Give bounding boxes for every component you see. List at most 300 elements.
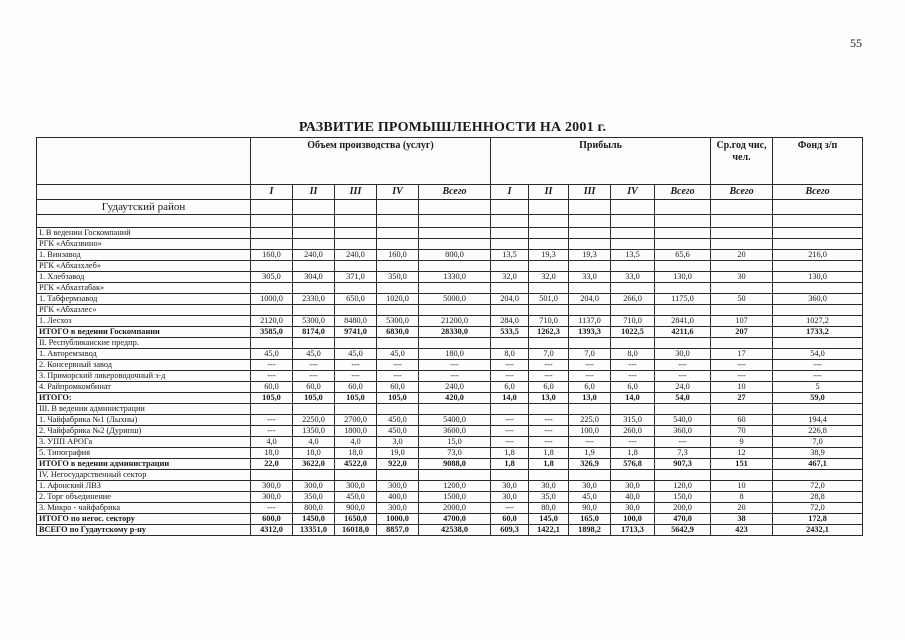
table-cell: --- [711, 360, 773, 371]
table-cell: 130,0 [655, 272, 711, 283]
table-row [37, 250, 863, 261]
table-cell: 30,0 [611, 481, 655, 492]
table-cell [655, 470, 711, 481]
table-cell: 7,0 [773, 437, 863, 448]
table-cell: 300,0 [377, 503, 419, 514]
table-cell [377, 261, 419, 272]
table-cell: 3585,0 [251, 327, 293, 338]
table-cell: 1,9 [569, 448, 611, 459]
table-cell [335, 228, 377, 239]
table-cell [611, 338, 655, 349]
table-cell [611, 470, 655, 481]
table-cell: 326,9 [569, 459, 611, 470]
header-total: Всего [655, 185, 711, 200]
table-cell [611, 261, 655, 272]
table-cell: 533,5 [491, 327, 529, 338]
table-cell: 172,8 [773, 514, 863, 525]
table-cell: --- [491, 503, 529, 514]
table-cell: 423 [711, 525, 773, 536]
table-cell: 1020,0 [377, 294, 419, 305]
table-cell: 72,0 [773, 481, 863, 492]
table-cell [773, 338, 863, 349]
table-cell [251, 305, 293, 316]
table-cell: 24,0 [655, 382, 711, 393]
table-cell: 8480,0 [335, 316, 377, 327]
table-cell: 32,0 [529, 272, 569, 283]
table-cell [491, 305, 529, 316]
table-cell: 10 [711, 382, 773, 393]
table-cell [529, 261, 569, 272]
table-cell: 266,0 [611, 294, 655, 305]
table-cell [529, 338, 569, 349]
table-cell: 40,0 [611, 492, 655, 503]
table-cell [529, 404, 569, 415]
section-row [37, 239, 863, 250]
table-cell: 105,0 [293, 393, 335, 404]
total-row [37, 393, 863, 404]
table-cell: --- [377, 360, 419, 371]
table-cell [293, 470, 335, 481]
row-label: 2. Торг объединение [37, 492, 251, 503]
table-cell: 5400,0 [419, 415, 491, 426]
table-cell [773, 404, 863, 415]
table-cell [711, 305, 773, 316]
row-label: III. В ведении администрации [37, 404, 251, 415]
table-cell [419, 283, 491, 294]
table-cell [611, 404, 655, 415]
row-label: ИТОГО в ведении администрации [37, 459, 251, 470]
header-quarter: II [293, 185, 335, 200]
table-cell: 18,0 [293, 448, 335, 459]
table-cell: --- [529, 360, 569, 371]
table-cell: --- [251, 360, 293, 371]
table-cell: 800,0 [419, 250, 491, 261]
table-cell [711, 338, 773, 349]
table-cell [611, 228, 655, 239]
table-cell: 60,0 [491, 514, 529, 525]
table-cell: 8 [711, 492, 773, 503]
table-cell: 1,8 [529, 459, 569, 470]
header-quarter: IV [377, 185, 419, 200]
industry-report-table [36, 137, 863, 536]
section-row [37, 305, 863, 316]
table-cell [251, 404, 293, 415]
table-cell: 1,8 [611, 448, 655, 459]
header-total: Всего [419, 185, 491, 200]
district-row [37, 200, 863, 215]
table-cell: 17 [711, 349, 773, 360]
row-label: 1. Хлебзавод [37, 272, 251, 283]
table-cell: 2330,0 [293, 294, 335, 305]
section-row [37, 470, 863, 481]
table-cell: --- [251, 503, 293, 514]
table-cell: 1330,0 [419, 272, 491, 283]
table-cell: 305,0 [251, 272, 293, 283]
table-row [37, 437, 863, 448]
table-cell: 90,0 [569, 503, 611, 514]
table-cell: 60,0 [251, 382, 293, 393]
table-cell: 38 [711, 514, 773, 525]
row-label: РГК «Абхазлес» [37, 305, 251, 316]
table-cell [655, 338, 711, 349]
table-cell [293, 283, 335, 294]
table-cell: 33,0 [569, 272, 611, 283]
table-cell [419, 338, 491, 349]
table-cell: 60 [711, 415, 773, 426]
table-cell: 300,0 [335, 481, 377, 492]
table-cell: 30,0 [611, 503, 655, 514]
table-cell: 216,0 [773, 250, 863, 261]
table-cell: 27 [711, 393, 773, 404]
table-cell: --- [611, 360, 655, 371]
table-cell: 30,0 [655, 349, 711, 360]
table-cell: --- [569, 437, 611, 448]
table-cell [377, 470, 419, 481]
row-label: 5. Типография [37, 448, 251, 459]
table-cell: 300,0 [251, 492, 293, 503]
table-header-quarters [37, 185, 863, 200]
table-cell: 1137,0 [569, 316, 611, 327]
table-cell [491, 470, 529, 481]
table-cell: 194,4 [773, 415, 863, 426]
header-payroll: Фонд з/п [773, 138, 863, 185]
table-row [37, 426, 863, 437]
table-cell: --- [711, 371, 773, 382]
table-cell: 6830,0 [377, 327, 419, 338]
table-cell [251, 338, 293, 349]
row-label: 3. Микро - чайфабрика [37, 503, 251, 514]
table-cell: --- [529, 415, 569, 426]
table-cell [293, 261, 335, 272]
table-cell: 20 [711, 503, 773, 514]
row-label: ВСЕГО по Гудаутскому р-ну [37, 525, 251, 536]
section-row [37, 283, 863, 294]
row-label: 2. Консервный завод [37, 360, 251, 371]
row-label: ИТОГО в ведении Госкомпании [37, 327, 251, 338]
table-cell [419, 305, 491, 316]
table-cell: 100,0 [611, 514, 655, 525]
table-cell: 922,0 [377, 459, 419, 470]
header-quarter: IV [611, 185, 655, 200]
table-cell: 150,0 [655, 492, 711, 503]
table-cell: 72,0 [773, 503, 863, 514]
table-cell [293, 239, 335, 250]
table-cell [251, 228, 293, 239]
header-quarter: I [491, 185, 529, 200]
table-cell: 30 [711, 272, 773, 283]
table-cell [773, 261, 863, 272]
table-cell [335, 404, 377, 415]
table-cell: 2120,0 [251, 316, 293, 327]
table-cell: 14,0 [491, 393, 529, 404]
row-label: I. В ведении Госкомпаний [37, 228, 251, 239]
table-cell: 5300,0 [293, 316, 335, 327]
table-cell: 450,0 [335, 492, 377, 503]
table-cell: 160,0 [377, 250, 419, 261]
table-cell [377, 283, 419, 294]
row-label: 2. Чайфабрика №2 (Дурипш) [37, 426, 251, 437]
row-label: РГК «Абхазвино» [37, 239, 251, 250]
table-cell: 45,0 [335, 349, 377, 360]
header-quarter: III [335, 185, 377, 200]
table-cell [655, 305, 711, 316]
table-cell: 609,3 [491, 525, 529, 536]
table-cell: 3,0 [377, 437, 419, 448]
table-header-groups [37, 138, 863, 185]
header-quarter: III [569, 185, 611, 200]
row-label: II. Республиканские предпр. [37, 338, 251, 349]
table-cell: 4522,0 [335, 459, 377, 470]
table-cell [293, 305, 335, 316]
table-cell: 165,0 [569, 514, 611, 525]
table-cell: 3622,0 [293, 459, 335, 470]
table-cell: 470,0 [655, 514, 711, 525]
table-cell [377, 404, 419, 415]
page-number: 55 [850, 36, 862, 50]
row-label: 1. Лесхоз [37, 316, 251, 327]
row-label: 4. Райпромкомбинат [37, 382, 251, 393]
table-row [37, 448, 863, 459]
table-cell [335, 261, 377, 272]
table-cell: 8857,0 [377, 525, 419, 536]
table-cell: 1422,1 [529, 525, 569, 536]
table-cell: --- [491, 437, 529, 448]
table-cell [419, 470, 491, 481]
table-cell: 260,0 [611, 426, 655, 437]
table-cell: 7,0 [529, 349, 569, 360]
table-cell: 300,0 [293, 481, 335, 492]
table-cell: 2432,1 [773, 525, 863, 536]
table-cell [491, 404, 529, 415]
table-cell: --- [773, 371, 863, 382]
table-cell: 1800,0 [335, 426, 377, 437]
section-row [37, 338, 863, 349]
table-cell: 28,8 [773, 492, 863, 503]
table-cell: 33,0 [611, 272, 655, 283]
table-cell [655, 283, 711, 294]
row-label: 1. Табфермзавод [37, 294, 251, 305]
table-cell: --- [569, 371, 611, 382]
header-headcount: Ср.год чис, чел. [711, 138, 773, 185]
table-cell: 6,0 [491, 382, 529, 393]
table-cell [711, 470, 773, 481]
table-cell: 5300,0 [377, 316, 419, 327]
header-total: Всего [711, 185, 773, 200]
row-label: 1. Авторемзавод [37, 349, 251, 360]
table-cell: 80,0 [529, 503, 569, 514]
table-cell: 60,0 [335, 382, 377, 393]
table-cell: 7,0 [569, 349, 611, 360]
table-cell: --- [293, 360, 335, 371]
table-cell: 4,0 [251, 437, 293, 448]
table-cell: 710,0 [529, 316, 569, 327]
table-cell [655, 239, 711, 250]
table-cell [377, 305, 419, 316]
table-cell: --- [251, 371, 293, 382]
row-label: ИТОГО по негос. сектору [37, 514, 251, 525]
table-cell: 315,0 [611, 415, 655, 426]
table-cell: 1027,2 [773, 316, 863, 327]
header-quarter: II [529, 185, 569, 200]
table-row [37, 492, 863, 503]
row-label: 1. Винзавод [37, 250, 251, 261]
table-cell: 450,0 [377, 426, 419, 437]
table-cell: --- [611, 371, 655, 382]
table-cell: 6,0 [611, 382, 655, 393]
table-cell: 16018,0 [335, 525, 377, 536]
table-cell [377, 228, 419, 239]
table-row [37, 481, 863, 492]
table-cell [335, 338, 377, 349]
table-cell: --- [655, 437, 711, 448]
table-cell: 3600,0 [419, 426, 491, 437]
table-cell [611, 283, 655, 294]
table-cell [293, 228, 335, 239]
table-cell: 5 [773, 382, 863, 393]
table-cell [377, 338, 419, 349]
table-cell: --- [251, 426, 293, 437]
table-cell: 360,0 [773, 294, 863, 305]
table-cell: 240,0 [419, 382, 491, 393]
table-cell: 30,0 [529, 481, 569, 492]
table-cell: 1500,0 [419, 492, 491, 503]
table-cell [419, 239, 491, 250]
row-label: IV. Негосударственный сектор [37, 470, 251, 481]
table-cell: 12 [711, 448, 773, 459]
table-cell: --- [335, 371, 377, 382]
district-name: Гудаутский район [37, 200, 251, 215]
table-cell: 1650,0 [335, 514, 377, 525]
table-cell: 15,0 [419, 437, 491, 448]
table-cell: 1200,0 [419, 481, 491, 492]
table-cell [491, 283, 529, 294]
table-cell [773, 470, 863, 481]
table-cell: 1733,2 [773, 327, 863, 338]
header-corner-2 [37, 185, 251, 200]
table-cell [711, 283, 773, 294]
table-cell: 105,0 [377, 393, 419, 404]
table-cell [611, 239, 655, 250]
table-cell [711, 261, 773, 272]
table-cell: 204,0 [569, 294, 611, 305]
table-cell: 160,0 [251, 250, 293, 261]
table-cell: 4312,0 [251, 525, 293, 536]
section-row [37, 261, 863, 272]
table-cell [569, 404, 611, 415]
table-cell: 8174,0 [293, 327, 335, 338]
table-cell: 8,0 [491, 349, 529, 360]
table-cell: 200,0 [655, 503, 711, 514]
table-cell: 467,1 [773, 459, 863, 470]
table-cell: 9088,0 [419, 459, 491, 470]
table-cell: 204,0 [491, 294, 529, 305]
table-cell: 120,0 [655, 481, 711, 492]
table-cell [491, 228, 529, 239]
table-cell: 1,8 [491, 459, 529, 470]
table-cell: 6,0 [569, 382, 611, 393]
table-cell: 70 [711, 426, 773, 437]
table-cell: 60,0 [377, 382, 419, 393]
table-cell: 54,0 [773, 349, 863, 360]
table-cell: 5000,0 [419, 294, 491, 305]
header-corner [37, 138, 251, 185]
table-cell: 45,0 [569, 492, 611, 503]
header-total: Всего [773, 185, 863, 200]
table-cell [711, 239, 773, 250]
table-row [37, 272, 863, 283]
table-cell: 130,0 [773, 272, 863, 283]
table-row [37, 294, 863, 305]
table-cell [773, 283, 863, 294]
table-cell [251, 261, 293, 272]
table-cell [529, 228, 569, 239]
table-cell: 2841,0 [655, 316, 711, 327]
table-cell: 30,0 [491, 481, 529, 492]
table-cell: 107 [711, 316, 773, 327]
table-cell: 1393,3 [569, 327, 611, 338]
table-cell [335, 470, 377, 481]
table-cell: 284,0 [491, 316, 529, 327]
table-cell: 240,0 [293, 250, 335, 261]
table-cell: 65,6 [655, 250, 711, 261]
table-cell: 907,3 [655, 459, 711, 470]
row-label: 1. Чайфабрика №1 (Лыхны) [37, 415, 251, 426]
table-cell: 7,3 [655, 448, 711, 459]
table-cell: 360,0 [655, 426, 711, 437]
table-row [37, 415, 863, 426]
table-cell: 240,0 [335, 250, 377, 261]
header-production: Объем производства (услуг) [251, 138, 491, 185]
table-cell [335, 305, 377, 316]
table-cell: 300,0 [251, 481, 293, 492]
table-cell: 2700,0 [335, 415, 377, 426]
table-cell [491, 338, 529, 349]
table-cell: --- [655, 371, 711, 382]
table-cell: --- [655, 360, 711, 371]
table-cell: 2250,0 [293, 415, 335, 426]
row-label: РГК «Абхазтабак» [37, 283, 251, 294]
table-cell: 35,0 [529, 492, 569, 503]
table-cell [569, 239, 611, 250]
table-cell: 30,0 [491, 492, 529, 503]
section-row [37, 404, 863, 415]
table-cell: 1898,2 [569, 525, 611, 536]
table-cell: 19,0 [377, 448, 419, 459]
table-cell [419, 261, 491, 272]
table-cell: 4700,0 [419, 514, 491, 525]
table-cell: --- [251, 415, 293, 426]
table-cell [711, 404, 773, 415]
row-label: 3. УПП АРОГа [37, 437, 251, 448]
table-cell [293, 338, 335, 349]
table-row [37, 360, 863, 371]
document-title: РАЗВИТИЕ ПРОМЫШЛЕННОСТИ НА 2001 г. [298, 120, 607, 135]
table-cell [773, 228, 863, 239]
table-cell [419, 228, 491, 239]
table-cell: --- [491, 360, 529, 371]
table-cell: 2000,0 [419, 503, 491, 514]
table-cell: --- [491, 415, 529, 426]
table-cell: --- [569, 360, 611, 371]
table-cell: 180,0 [419, 349, 491, 360]
table-cell: 100,0 [569, 426, 611, 437]
table-cell: 21200,0 [419, 316, 491, 327]
table-cell: --- [611, 437, 655, 448]
table-cell: 576,8 [611, 459, 655, 470]
table-cell: 800,0 [293, 503, 335, 514]
table-cell [491, 261, 529, 272]
table-cell: --- [773, 360, 863, 371]
